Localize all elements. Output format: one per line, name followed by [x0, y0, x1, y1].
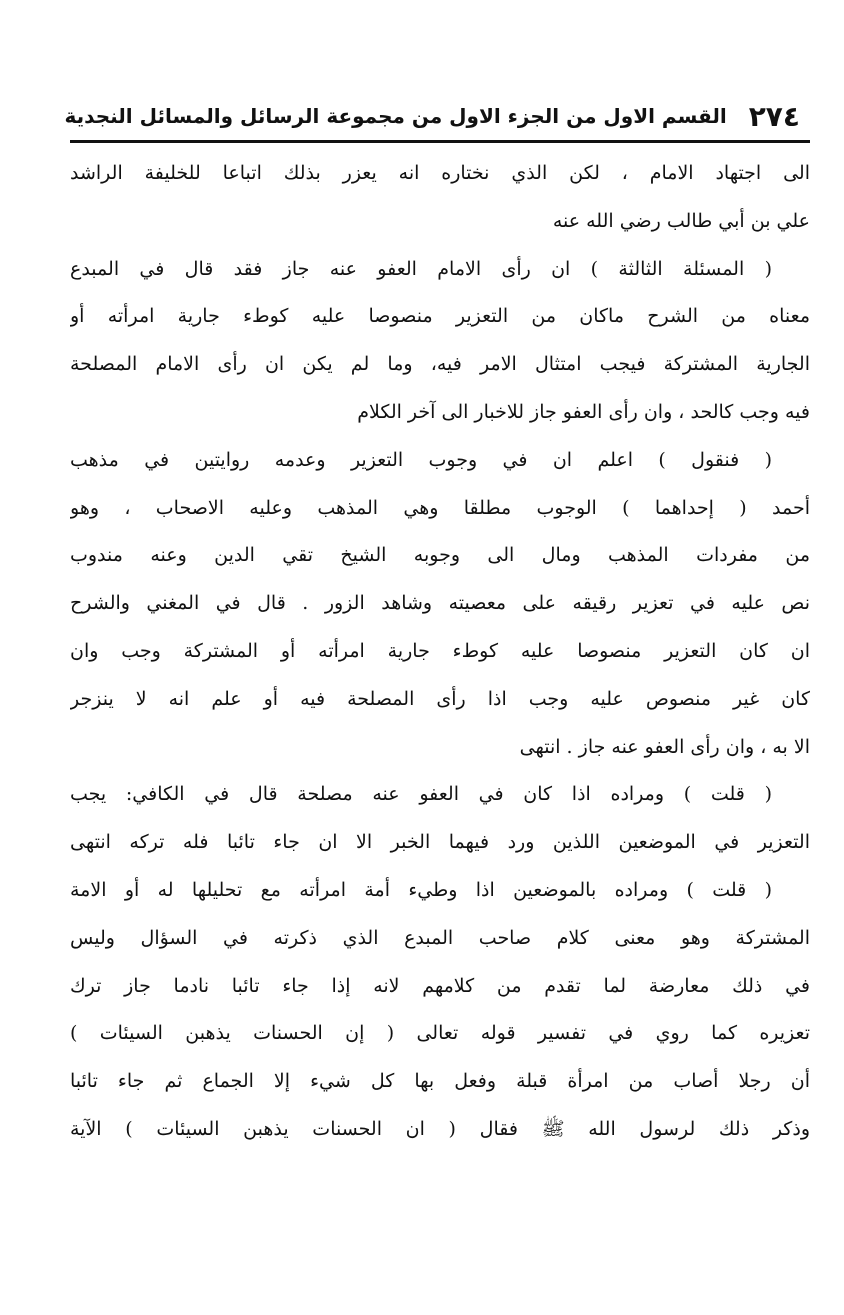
- page-header: [64, 96, 800, 136]
- page-number: ٢٧٤: [748, 99, 800, 133]
- text-line: التعزير في الموضعين اللذين ورد فيهما الخبر الا ان جاء تائبا فله تركه انتهى: [70, 831, 810, 854]
- running-title: القسم الاول من الجزء الاول من مجموعة الرسائل والمسائل النجدية: [64, 104, 727, 128]
- text-line: علي بن أبي طالب رضي الله عنه: [552, 209, 810, 232]
- text-line: الا به ، وان رأى العفو عنه جاز . انتهى: [519, 735, 810, 758]
- text-line: من مفردات المذهب ومال الى وجوبه الشيخ تقي الدين وعنه مندوب: [70, 544, 810, 567]
- text-line: فيه وجب كالحد ، وان رأى العفو جاز للاخبار الى آخر الكلام: [357, 400, 810, 423]
- text-line: وذكر ذلك لرسول الله ﷺ فقال ( ان الحسنات يذهبن السيئات ) الآية: [70, 1117, 810, 1140]
- text-line: الى اجتهاد الامام ، لكن الذي نختاره انه يعزر بذلك اتباعا للخليفة الراشد: [70, 162, 810, 184]
- body-text: [70, 150, 810, 1154]
- text-line: في ذلك معارضة لما تقدم من كلامهم لانه إذا جاء تائبا نادما جاز ترك: [70, 974, 810, 997]
- text-line: أن رجلا أصاب من امرأة قبلة وفعل بها كل شيء إلا الجماع ثم جاء تائبا: [70, 1070, 810, 1093]
- text-line: ( قلت ) ومراده اذا كان في العفو عنه مصلحة قال في الكافي: يجب: [70, 783, 772, 806]
- text-line: كان غير منصوص عليه وجب اذا رأى المصلحة فيه أو علم انه لا ينزجر: [70, 687, 810, 710]
- text-line: ( فنقول ) اعلم ان في وجوب التعزير وعدمه روايتين في مذهب: [70, 448, 772, 471]
- text-line: ان كان التعزير منصوصا عليه كوطء جارية امرأته أو المشتركة وجب وان: [70, 639, 810, 662]
- text-line: الجارية المشتركة فيجب امتثال الامر فيه، وما لم يكن ان رأى الامام المصلحة: [70, 353, 810, 376]
- text-line: معناه من الشرح ماكان من التعزير منصوصا عليه كوطء جارية امرأته أو: [70, 305, 810, 328]
- header-rule: [70, 140, 810, 143]
- text-line: ( المسئلة الثالثة ) ان رأى الامام العفو عنه جاز فقد قال في المبدع: [70, 257, 772, 280]
- text-line: نص عليه في تعزير رقيقه على معصيته وشاهد الزور . قال في المغني والشرح: [70, 592, 810, 615]
- text-line: المشتركة وهو معنى كلام صاحب المبدع الذي ذكرته في السؤال وليس: [70, 926, 810, 949]
- text-line: أحمد ( إحداهما ) الوجوب مطلقا وهي المذهب وعليه الاصحاب ، وهو: [70, 496, 810, 519]
- text-line: تعزيره كما روي في تفسير قوله تعالى ( إن الحسنات يذهبن السيئات ): [70, 1022, 810, 1045]
- text-line: ( قلت ) ومراده بالموضعين اذا وطيء أمة امرأته مع تحليلها له أو الامة: [70, 878, 772, 901]
